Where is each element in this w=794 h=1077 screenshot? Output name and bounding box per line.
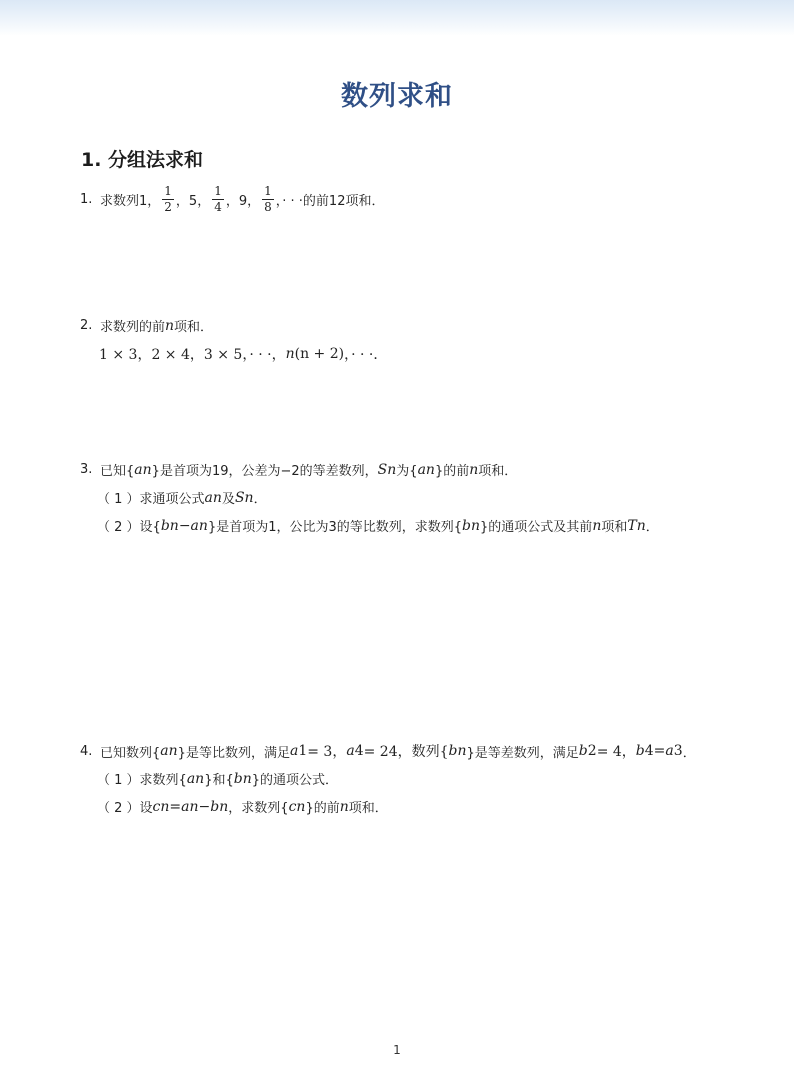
problem-3: 3. 已知{ a n }是首项为19，公差为−2的等差数列， S n 为{ a n }的前 n 项和． (80, 461, 518, 479)
problem-number: 4. (80, 743, 93, 759)
problem-3-part-1: （ 1 ）求通项公式 a n 及 S n ． (97, 489, 267, 507)
section-heading: 1. 分组法求和 (81, 149, 204, 171)
page-title: 数列求和 (341, 81, 453, 112)
fraction: $\frac{1}{4}$ (214, 184, 222, 214)
problem-2: 2. 求数列的前 n 项和． (80, 317, 214, 335)
problem-number: 2. (80, 318, 93, 333)
problem-4-part-1: （ 1 ）求数列{ a n }和{ b n }的通项公式． (97, 770, 339, 788)
fraction: $\frac{1}{2}$ (164, 184, 172, 214)
fraction: $\frac{1}{8}$ (264, 184, 272, 214)
problem-number: 3. (80, 462, 93, 477)
header-band (0, 0, 794, 36)
problem-4: 4. 已知数列{ a n }是等比数列，满足 a 1 = 3， a 4 = 24，数列{ b n }是等差数列，满足 b 2 = 4， b 4 = a 3 ． (80, 743, 696, 761)
page-number: 1 (393, 1043, 401, 1057)
problem-1: 1. 求数列1， $\frac{1}{2}$ ，5， $\frac{1}{4}$ ，9， $\frac{1}{8}$ ，· · ·的前12项和． (80, 184, 385, 214)
problem-number: 1. (80, 192, 93, 207)
problem-4-part-2: （ 2 ）设 c n = a n − b n ，求数列{ c n }的前 n 项和． (97, 798, 388, 816)
problem-2-sequence: 1 × 3，2 × 4，3 × 5，· · ·， n (n + 2) ，· · ·． (99, 346, 388, 363)
problem-3-part-2: （ 2 ）设{ b n − a n }是首项为1，公比为3的等比数列，求数列{ b n }的通项公式及其前 n 项和 T n ． (97, 517, 659, 535)
